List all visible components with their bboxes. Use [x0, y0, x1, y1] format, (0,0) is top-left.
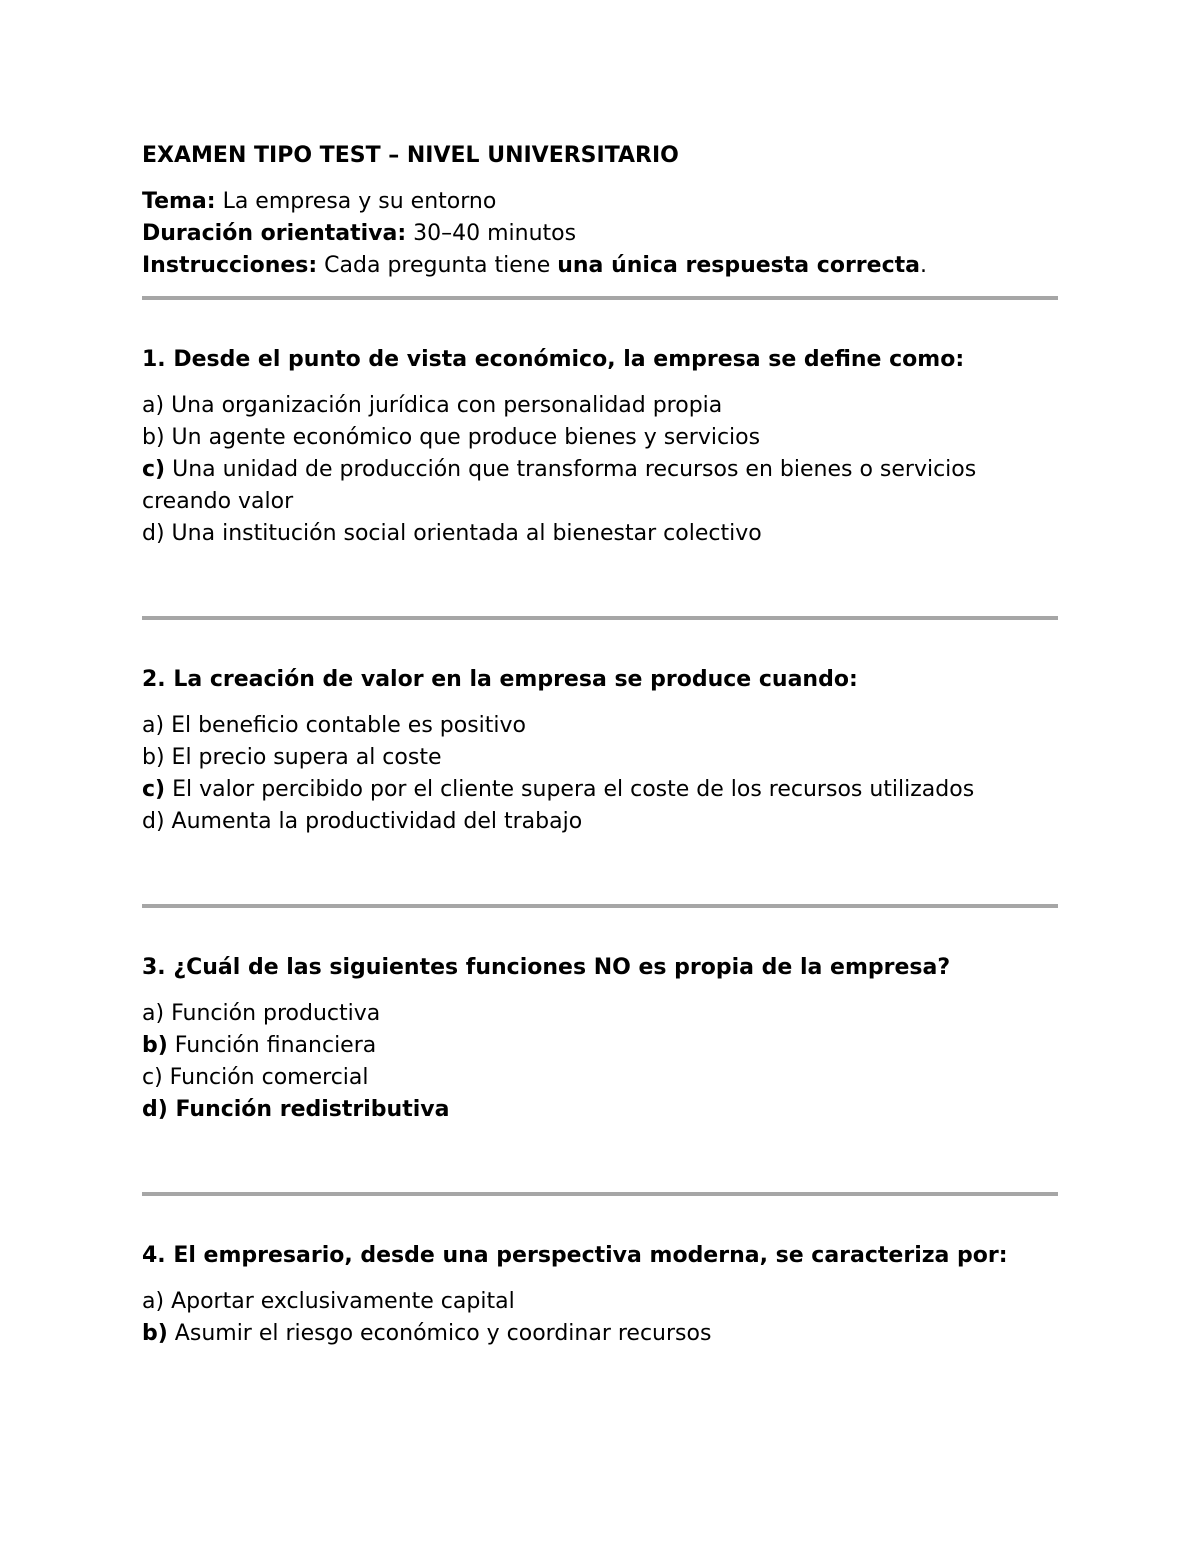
option-letter: c): [142, 777, 166, 802]
option-c: [142, 454, 1058, 518]
option-text: Una organización jurídica con personalidad propia: [164, 393, 723, 418]
option-c: [142, 774, 1058, 806]
option-text: Un agente económico que produce bienes y servicios: [164, 425, 761, 450]
option-letter: b): [142, 425, 165, 450]
option-text: Función productiva: [164, 1001, 381, 1026]
option-letter: d): [142, 521, 165, 546]
exam-title: EXAMEN TIPO TEST – NIVEL UNIVERSITARIO: [142, 143, 679, 168]
question-1: [142, 344, 1058, 550]
option-letter: a): [142, 1001, 165, 1026]
instrucciones-label: Instrucciones:: [142, 253, 318, 278]
duracion-label: Duración orientativa:: [142, 221, 407, 246]
question-text: 2. La creación de valor en la empresa se produce cuando:: [142, 667, 858, 692]
instrucciones-bold: una única respuesta correcta: [557, 253, 920, 278]
option-text: Aumenta la productividad del trabajo: [164, 809, 583, 834]
option-letter: b): [142, 745, 165, 770]
question-3: [142, 952, 1058, 1126]
option-text: Asumir el riesgo económico y coordinar recursos: [167, 1321, 712, 1346]
divider: [142, 296, 1058, 300]
instrucciones-pre: Cada pregunta tiene: [317, 253, 558, 278]
option-text: Una institución social orientada al bienestar colectivo: [164, 521, 762, 546]
option-a: [142, 390, 1058, 422]
option-a: [142, 998, 1058, 1030]
option-text: El valor percibido por el cliente supera el coste de los recursos utilizados: [165, 777, 975, 802]
tema-line: [142, 186, 1058, 218]
tema-value: La empresa y su entorno: [215, 189, 497, 214]
option-letter: b): [142, 1321, 168, 1346]
exam-content: [142, 140, 1058, 1350]
option-text: El precio supera al coste: [164, 745, 442, 770]
instrucciones-post: .: [919, 253, 927, 278]
tema-label: Tema:: [142, 189, 216, 214]
option-a: [142, 1286, 1058, 1318]
option-letter: a): [142, 1289, 165, 1314]
question-text: 4. El empresario, desde una perspectiva moderna, se caracteriza por:: [142, 1243, 1008, 1268]
option-letter: b): [142, 1033, 168, 1058]
option-letter: d): [142, 1097, 168, 1122]
option-b: [142, 1030, 1058, 1062]
question-text: 1. Desde el punto de vista económico, la empresa se define como:: [142, 347, 965, 372]
option-c: [142, 1062, 1058, 1094]
question-4: [142, 1240, 1058, 1350]
option-a: [142, 710, 1058, 742]
option-b: [142, 422, 1058, 454]
option-text: Función redistributiva: [167, 1097, 450, 1122]
option-text: Función comercial: [162, 1065, 369, 1090]
option-text: El beneficio contable es positivo: [164, 713, 526, 738]
option-d: [142, 806, 1058, 838]
option-letter: c): [142, 1065, 163, 1090]
option-text: Una unidad de producción que transforma recursos en bienes o servicios creando valor: [142, 457, 977, 514]
instrucciones-line: [142, 250, 1058, 282]
option-text: Función financiera: [167, 1033, 377, 1058]
option-d: [142, 1094, 1058, 1126]
option-d: [142, 518, 1058, 550]
question-text: 3. ¿Cuál de las siguientes funciones NO es propia de la empresa?: [142, 955, 951, 980]
option-b: [142, 1318, 1058, 1350]
duracion-line: [142, 218, 1058, 250]
duracion-value: 30–40 minutos: [406, 221, 577, 246]
option-letter: a): [142, 713, 165, 738]
option-letter: a): [142, 393, 165, 418]
option-text: Aportar exclusivamente capital: [164, 1289, 515, 1314]
option-letter: c): [142, 457, 166, 482]
option-letter: d): [142, 809, 165, 834]
question-2: [142, 664, 1058, 838]
option-b: [142, 742, 1058, 774]
